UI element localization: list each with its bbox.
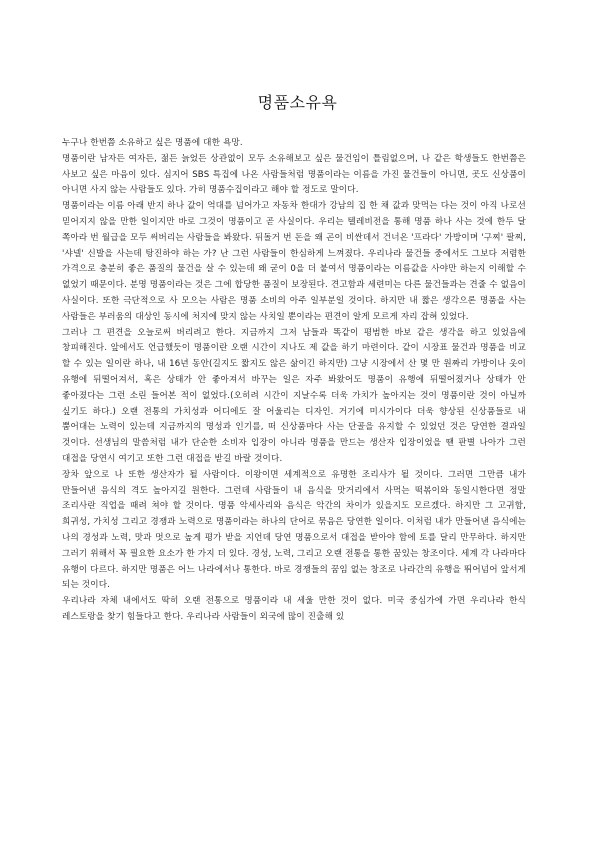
paragraph-intro: 누구나 한번쯤 소유하고 싶은 명품에 대한 욕망. [62, 138, 243, 148]
paragraph-5: 우리나라 자체 내에서도 딱히 오랜 전통으로 명품이라 내 세울 만한 것이 없다. 미국 중심가에 가면 우리나라 한식 레스토랑을 찾기 힘들다고 한다. 우리나라 사람들이 외국에 많이 진출해 있 [62, 596, 526, 622]
document-body [62, 136, 526, 626]
paragraph-3: 그러나 그 편견을 오늘로써 버리려고 한다. 지금까지 그저 남들과 똑같이 평범한 바보 같은 생각을 하고 있었음에 창피해진다. 앞에서도 언급했듯이 명품이란 오랜 시간이 지나도 제 값을 하기 마련이다. 같이 시장표 물건과 명품을 비교 할 수 있는 일이란 하나, 내 16년 동안(길지도 짧지도 않은 삶이긴 하지만) 그냥 시장에서 산 몇 만 원짜리 가방이나 옷이 유행에 뒤떨어져서, 혹은 상태가 안 좋아져서 바꾸는 일은 자주 봐왔어도 명품이 유행에 뒤떨어졌거나 상태가 안 좋아졌다는 그런 소린 들어본 적이 없었다.(오히려 시간이 지날수록 더욱 가치가 높아지는 것이 명품이란 것이 아닐까 싶기도 하다.) 오랜 전통의 가치성과 어디에도 잘 어울리는 디자인. 거기에 미시가이다 더욱 향상된 신상품들로 내 뿜어대는 노력이 있는데 지금까지의 명성과 인기를, 떠 신상품마다 사는 단골을 유지할 수 있었던 것은 당연한 결과일 것이다. 선생님의 말씀처럼 내가 단순한 소비자 입장이 아니라 명품을 만드는 생산자 입장이었을 땐 판별 나아가 그런 대접을 당연시 여기고 또한 그런 대접을 받길 바랄 것이다. [62, 327, 526, 464]
paragraph-1: 명품이란 남자든 여자든, 젊든 늙었든 상관없이 모두 소유해보고 싶은 물건임이 틀림없으며, 나 같은 학생들도 한번쯤은 사보고 싶은 마음이 있다. 심지어 SBS 특집에 나온 사람들처럼 명품이라는 이름을 가진 물건들이 아니면, 곳도 신상품이 아니면 사지 않는 사람들도 있다. 가히 명품수집이라고 해야 할 정도로 말이다. [62, 153, 526, 196]
paragraph-2: 명품이라는 이름 아래 반지 하나 값이 억대를 넘어가고 자동차 한대가 강남의 집 한 채 값과 맞먹는 다는 것이 아직 나로선 믿어지지 않을 만한 일이지만 바로 그것이 명품이고 곧 사실이다. 우리는 텔레비전을 통해 명품 하나 사는 것에 한두 달 쪽아라 번 월급을 모두 써버리는 사람들을 봐왔다. 뒤돌거 번 돈을 왜 곤이 비싼데서 건너온 '프라다' 가방이며 '구찌' 팔찌, '샤넬' 신발을 사는데 탕진하야 하는 가? 난 그런 사람들이 한심하게 느껴졌다. 우리나라 물건들 중에서도 그보다 저렴한 가격으로 충분히 좋은 품질의 물건을 살 수 있는데 왜 굳이 0을 더 붙여서 명품이라는 이름값을 사야만 하는지 이해할 수 없었기 때문이다. 분명 명품이라는 것은 그에 합당한 품질이 보장된다. 견고함과 세련미는 다른 물건들과는 견줄 수 없음이 사실이다. 또한 극단적으로 사 모으는 사람은 명품 소비의 아주 일부분일 것이다. 하지만 내 짧은 생각으론 명품을 사는 사람들은 부러움의 대상인 동시에 처지에 맞지 않는 사치일 뿐이라는 편견이 알게 모르게 자리 잡혀 있었다. [62, 201, 526, 322]
paragraph-4: 장차 앞으로 나 또한 생산자가 될 사람이다. 이왕이면 세계적으로 유명한 조리사가 될 것이다. 그러면 그만큼 내가 만들어낸 음식의 격도 높아지길 원한다. 그런데 사람들이 내 음식을 맛거리에서 사먹는 떡볶이와 동일시한다면 정말 조리사란 직업을 때려 쳐야 할 것이다. 명품 악세사리와 음식은 악간의 차이가 있을지도 모르겠다. 하지만 그 고귀함, 희귀성, 가치성 그리고 경쟁과 노력으로 명품이라는 하나의 단어로 묶음은 당연한 일이다. 이처럼 내가 만들어낸 음식에는 나의 경성과 노력, 맛과 멋으로 높게 평가 받을 지언데 당연 명품으로서 대접을 받아야 함에 토를 달리 만무하다. 하지만 그러기 위해서 꼭 필요한 요소가 한 가지 더 있다. 경성, 노력, 그리고 오랜 전통을 통한 꿈있는 창조이다. 세계 각 나라마다 유행이 다르다. 하지만 명품은 어느 나라에서나 통한다. 바로 경쟁들의 꿈임 없는 창조로 나라간의 유행을 뛰어넘어 앞서게 되는 것이다. [62, 469, 526, 591]
document-title: 명품소유욕 [257, 93, 338, 112]
